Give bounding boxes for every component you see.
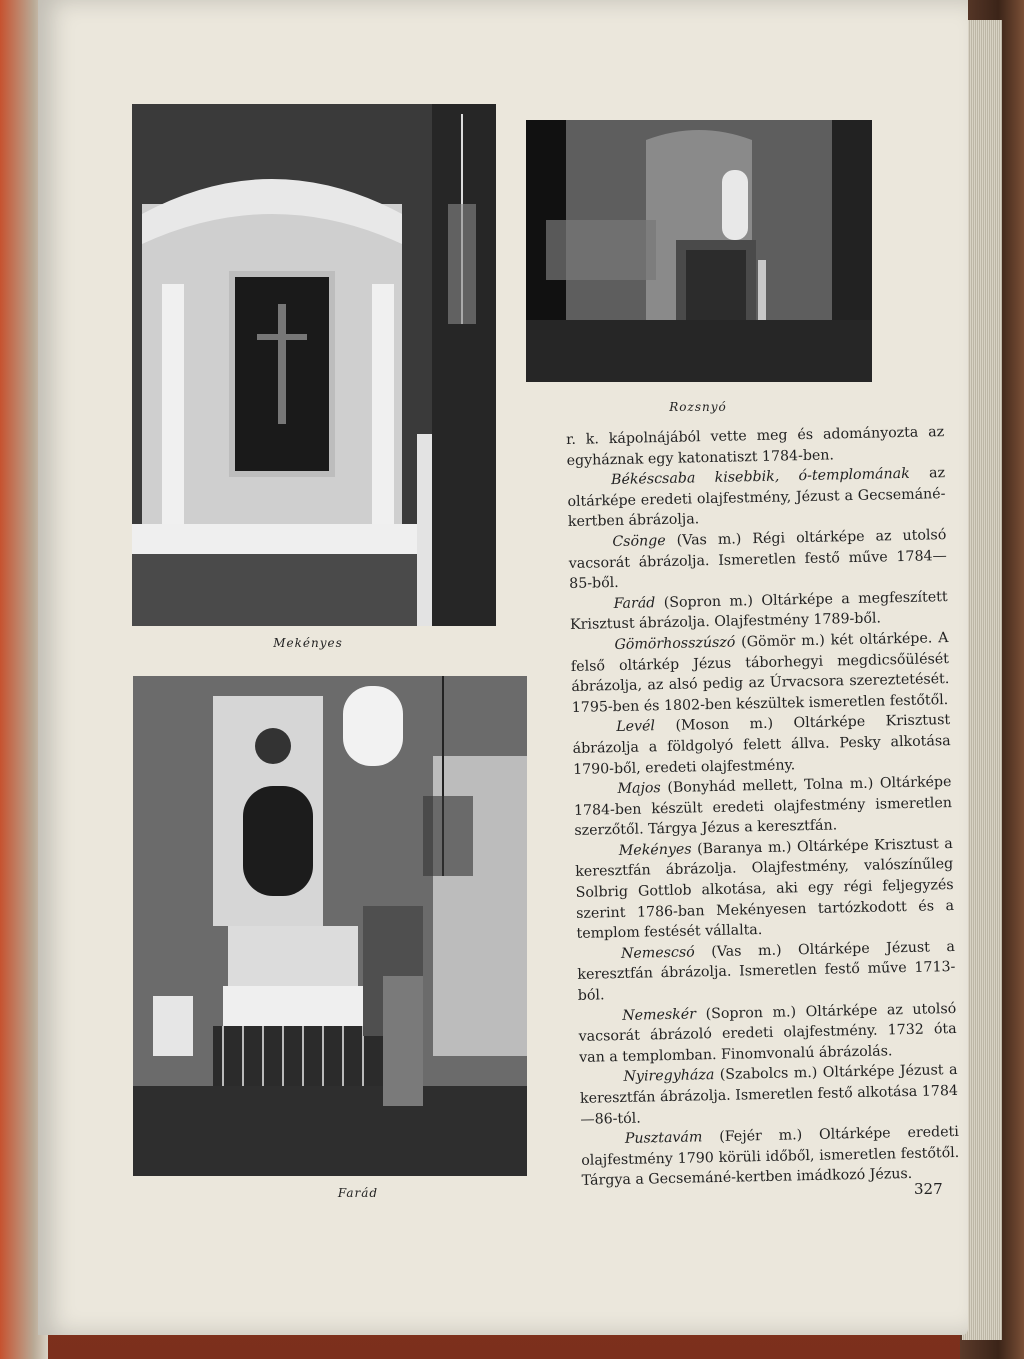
entry-body: (Vas m.) Oltárképe Jézust a keresztfán ábrázolja. Ismeretlen festő műve 1713-ból. [577, 938, 956, 1004]
entry-paragraph [573, 772, 952, 842]
entry-place: Gömörhosszúszó [614, 634, 736, 653]
entry-place: Nemeskér [622, 1006, 697, 1024]
entry-body: (Bonyhád mellett, Tolna m.) Oltárképe 1784-ben készült eredeti olajfestmény ismeretlen szerzőtől. Tárgya Jézus a keresztfán. [573, 774, 953, 840]
entry-body: (Moson m.) Oltárképe Krisztust ábrázolja a földgolyó felett állva. Pesky alkotása 1790-ből, eredeti olajfestmény. [572, 712, 951, 778]
entry-place: Békéscsaba kisebbik, ó-templomának [610, 466, 910, 489]
page-edges [962, 20, 1002, 1340]
entry-place: Levél [616, 718, 656, 736]
entry-body: (Szabolcs m.) Oltárképe Jézust a keresztfán ábrázolja. Ismeretlen festő alkotása 1784—86-tól. [579, 1062, 959, 1128]
entry-paragraph [579, 1060, 958, 1130]
entry-place: Mekényes [618, 841, 692, 859]
text-column [566, 422, 960, 1192]
entry-body: (Vas m.) Régi oltárképe az utolsó vacsorát ábrázolja. Ismeretlen festő műve 1784—85-ből. [568, 527, 947, 593]
entry-place: Farád [613, 594, 656, 612]
entry-body: (Baranya m.) Oltárképe Krisztust a keresztfán ábrázolja. Olajfestmény, valószínűleg Solbrig Gottlob alkotása, aki egy régi feljegyzés szerint 1786-ban Mekényesen tartózkodott és a templom festését vállalta. [575, 835, 955, 943]
entry-place: Csönge [612, 532, 666, 551]
entry-paragraph [581, 1122, 960, 1192]
photo-farad [133, 676, 527, 1176]
entry-body: (Sopron m.) Oltárképe az utolsó vacsorát ábrázoló eredeti olajfestmény. 1732 óta van a templomban. Finomvonalú ábrázolás. [578, 1000, 957, 1066]
photo-rozsnyo [526, 120, 872, 382]
entry-paragraph [570, 628, 950, 718]
entry-place: Majos [617, 780, 661, 798]
entry-body: (Sopron m.) Oltárképe a megfeszített Krisztust ábrázolja. Olajfestmény 1789-ből. [569, 588, 948, 634]
interior-image [526, 120, 872, 382]
entry-paragraph [578, 999, 957, 1069]
entry-place: Pusztavám [624, 1129, 703, 1148]
book-page [38, 0, 968, 1335]
caption-mekenyes: Mekényes [273, 636, 343, 650]
intro-paragraph: r. k. kápolnájából vette meg és adományozta az egyháznak egy katonatiszt 1784-ben. [566, 424, 945, 469]
entry-paragraph [568, 525, 947, 595]
entry-paragraph [577, 937, 956, 1007]
entry-body: (Gömör m.) két oltárképe. A felső oltárkép Jézus táborhegyi megdicsőülését ábrázolja, az alsó pedig az Úrvacsora szereztetését. 1795-ben és 1802-ben készültek ismeretlen festőtől. [570, 629, 950, 716]
photo-mekenyes [132, 104, 496, 626]
page-number: 327 [914, 1180, 943, 1198]
caption-farad: Farád [337, 1186, 379, 1200]
entry-place: Nemescsó [620, 944, 695, 962]
entry-body: (Fejér m.) Oltárképe eredeti olajfestmény 1790 körüli időből, ismeretlen festőtől. Tárgya a Gecsemáné-kertben imádkozó Jézus. [581, 1124, 960, 1190]
altar-image [133, 676, 527, 1176]
entry-body: az oltárképe eredeti olajfestmény, Jézust a Gecsemáné-kertben ábrázolja. [567, 465, 946, 531]
entry-paragraph [572, 710, 951, 780]
altar-image [132, 104, 496, 626]
caption-rozsnyo: Rozsnyó [669, 400, 727, 414]
entry-place: Nyiregyháza [623, 1067, 715, 1086]
entry-paragraph [567, 463, 946, 533]
entry-paragraph [575, 834, 955, 945]
